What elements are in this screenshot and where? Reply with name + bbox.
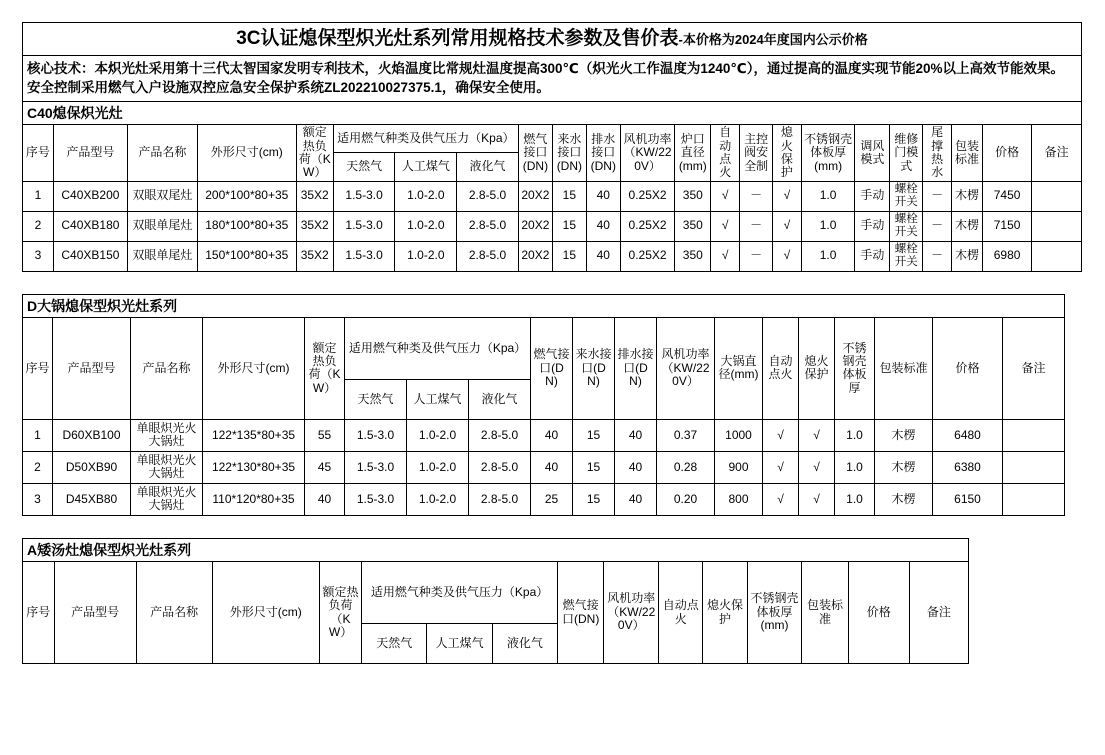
- cell-auto-ignite: √: [711, 211, 740, 241]
- d-th-auto-ignite: 自动点火: [763, 317, 799, 419]
- cell-dimension: 122*130*80+35: [203, 451, 305, 483]
- d-th-water-in: 来水接口(DN): [573, 317, 615, 419]
- cell-price: 7150: [982, 211, 1031, 241]
- c40-th-tail-water: 尾撑热水: [923, 125, 952, 182]
- cell-price: 6980: [982, 241, 1031, 271]
- cell-load: 35X2: [296, 211, 333, 241]
- cell-natural: 1.5-3.0: [333, 241, 395, 271]
- cell-seq: 3: [23, 483, 53, 515]
- d-th-gas-port: 燃气接口(DN): [531, 317, 573, 419]
- cell-model: C40XB180: [53, 211, 127, 241]
- cell-remark: [1032, 181, 1082, 211]
- a-th-packing: 包装标准: [802, 562, 848, 664]
- cell-seq: 3: [23, 241, 54, 271]
- cell-load: 45: [305, 451, 345, 483]
- c40-th-manmade: 人工煤气: [395, 153, 457, 181]
- a-th-gas-group: 适用燃气种类及供气压力（Kpa）: [362, 562, 558, 624]
- a-th-lpg: 液化气: [492, 624, 557, 664]
- cell-manmade: 1.0-2.0: [395, 211, 457, 241]
- cell-auto-ignite: √: [763, 451, 799, 483]
- cell-water-out: 40: [586, 211, 620, 241]
- cell-load: 35X2: [296, 241, 333, 271]
- c40-th-fan-power: 风机功率（KW/220V）: [620, 125, 675, 182]
- cell-pot-dia: 350: [675, 181, 711, 211]
- cell-tail-water: －: [923, 241, 952, 271]
- cell-water-in: 15: [573, 451, 615, 483]
- cell-steel-thick: 1.0: [801, 211, 855, 241]
- cell-gas-port: 20X2: [518, 241, 552, 271]
- cell-gas-port: 20X2: [518, 211, 552, 241]
- a-th-model: 产品型号: [54, 562, 136, 664]
- cell-remark: [1003, 483, 1065, 515]
- cell-packing: 木楞: [952, 241, 983, 271]
- a-th-natural: 天然气: [362, 624, 427, 664]
- a-section-label: A矮汤灶熄保型炽光灶系列: [23, 538, 969, 561]
- cell-gas-port: 40: [531, 451, 573, 483]
- document-title: 3C认证熄保型炽光灶系列常用规格技术参数及售价表: [236, 28, 679, 49]
- a-th-auto-ignite: 自动点火: [659, 562, 703, 664]
- a-th-remark: 备注: [909, 562, 968, 664]
- cell-manmade: 1.0-2.0: [395, 241, 457, 271]
- cell-pot-dia: 800: [715, 483, 763, 515]
- d-section-label: D大锅熄保型炽光灶系列: [23, 294, 1065, 317]
- cell-natural: 1.5-3.0: [345, 483, 407, 515]
- d-th-natural: 天然气: [345, 379, 407, 419]
- d-series-table: [22, 294, 1065, 516]
- document-subtitle: -本价格为2024年度国内公示价格: [678, 32, 868, 47]
- cell-water-out: 40: [615, 483, 657, 515]
- table-row: [23, 211, 1082, 241]
- cell-manmade: 1.0-2.0: [395, 181, 457, 211]
- price-list-document: [0, 22, 1105, 755]
- cell-auto-ignite: √: [763, 483, 799, 515]
- header-and-c40-table: [22, 22, 1082, 272]
- a-th-steel-thick: 不锈钢壳体板厚(mm): [747, 562, 802, 664]
- cell-fan-power: 0.37: [657, 419, 715, 451]
- cell-water-in: 15: [573, 419, 615, 451]
- cell-seq: 2: [23, 211, 54, 241]
- cell-wind-mode: 手动: [855, 181, 890, 211]
- cell-remark: [1003, 419, 1065, 451]
- cell-name: 双眼双尾灶: [127, 181, 197, 211]
- c40-th-name: 产品名称: [127, 125, 197, 182]
- cell-remark: [1003, 451, 1065, 483]
- cell-seq: 1: [23, 181, 54, 211]
- d-th-manmade: 人工煤气: [407, 379, 469, 419]
- d-th-dimension: 外形尺寸(cm): [203, 317, 305, 419]
- a-section-label-row: [23, 538, 969, 561]
- cell-manmade: 1.0-2.0: [407, 419, 469, 451]
- c40-th-seq: 序号: [23, 125, 54, 182]
- d-th-price: 价格: [933, 317, 1003, 419]
- cell-maint-door: 螺栓开关: [890, 211, 923, 241]
- d-th-lpg: 液化气: [469, 379, 531, 419]
- cell-natural: 1.5-3.0: [333, 181, 395, 211]
- cell-model: D50XB90: [53, 451, 131, 483]
- cell-price: 6480: [933, 419, 1003, 451]
- c40-th-water-in: 来水接口(DN): [552, 125, 586, 182]
- cell-tail-water: －: [923, 181, 952, 211]
- cell-fan-power: 0.25X2: [620, 241, 675, 271]
- cell-lpg: 2.8-5.0: [457, 181, 519, 211]
- cell-lpg: 2.8-5.0: [457, 211, 519, 241]
- a-th-load: 额定热负荷（KW）: [320, 562, 362, 664]
- c40-th-lpg: 液化气: [457, 153, 519, 181]
- cell-gas-port: 40: [531, 419, 573, 451]
- cell-natural: 1.5-3.0: [345, 451, 407, 483]
- cell-lpg: 2.8-5.0: [457, 241, 519, 271]
- cell-flameout: √: [799, 483, 835, 515]
- cell-main-valve: －: [740, 181, 773, 211]
- d-header-row-1: [23, 317, 1065, 379]
- cell-gas-port: 20X2: [518, 181, 552, 211]
- c40-header-row-1: [23, 125, 1082, 153]
- cell-load: 55: [305, 419, 345, 451]
- cell-price: 7450: [982, 181, 1031, 211]
- cell-flameout: √: [799, 419, 835, 451]
- c40-th-water-out: 排水接口(DN): [586, 125, 620, 182]
- cell-natural: 1.5-3.0: [345, 419, 407, 451]
- a-header-row-1: [23, 562, 969, 624]
- cell-packing: 木楞: [875, 483, 933, 515]
- cell-water-out: 40: [615, 419, 657, 451]
- cell-water-in: 15: [552, 241, 586, 271]
- document-title-row: [23, 23, 1082, 56]
- c40-th-flameout: 熄火保护: [773, 125, 802, 182]
- table-row: [23, 181, 1082, 211]
- cell-main-valve: －: [740, 241, 773, 271]
- cell-pot-dia: 1000: [715, 419, 763, 451]
- c40-th-gas-group: 适用燃气种类及供气压力（Kpa）: [333, 125, 518, 153]
- cell-manmade: 1.0-2.0: [407, 451, 469, 483]
- cell-pot-dia: 350: [675, 211, 711, 241]
- cell-lpg: 2.8-5.0: [469, 419, 531, 451]
- table-row: [23, 241, 1082, 271]
- core-technology-text: 核心技术：本炽光灶采用第十三代太智国家发明专利技术，火焰温度比常规灶温度提高300℃（炽光火工作温度为1240℃），通过提高的温度实现节能20%以上高效节能效果。安全控制采用燃气入户设施双控应急安全保护系统ZL202210027375.1，确保安全使用。: [23, 55, 1082, 101]
- cell-load: 35X2: [296, 181, 333, 211]
- cell-natural: 1.5-3.0: [333, 211, 395, 241]
- a-th-manmade: 人工煤气: [427, 624, 492, 664]
- c40-th-wind-mode: 调风模式: [855, 125, 890, 182]
- cell-wind-mode: 手动: [855, 211, 890, 241]
- cell-model: C40XB200: [53, 181, 127, 211]
- cell-fan-power: 0.25X2: [620, 211, 675, 241]
- c40-th-price: 价格: [982, 125, 1031, 182]
- cell-pot-dia: 900: [715, 451, 763, 483]
- c40-th-pot-dia: 炉口直径(mm): [675, 125, 711, 182]
- c40-th-gas-port: 燃气接口(DN): [518, 125, 552, 182]
- cell-steel-thick: 1.0: [801, 181, 855, 211]
- cell-dimension: 200*100*80+35: [197, 181, 296, 211]
- a-th-fan-power: 风机功率（KW/220V）: [604, 562, 659, 664]
- cell-packing: 木楞: [952, 181, 983, 211]
- cell-water-out: 40: [586, 241, 620, 271]
- c40-th-model: 产品型号: [53, 125, 127, 182]
- cell-remark: [1032, 241, 1082, 271]
- c40-th-remark: 备注: [1032, 125, 1082, 182]
- cell-flameout: √: [773, 211, 802, 241]
- cell-dimension: 110*120*80+35: [203, 483, 305, 515]
- a-th-seq: 序号: [23, 562, 55, 664]
- cell-dimension: 150*100*80+35: [197, 241, 296, 271]
- cell-steel-thick: 1.0: [801, 241, 855, 271]
- a-th-gas-port: 燃气接口(DN): [558, 562, 604, 664]
- cell-steel-thick: 1.0: [835, 451, 875, 483]
- table-row: [23, 419, 1065, 451]
- c40-th-steel-thick: 不锈钢壳体板厚(mm): [801, 125, 855, 182]
- c40-th-auto-ignite: 自动点火: [711, 125, 740, 182]
- cell-water-in: 15: [573, 483, 615, 515]
- d-section-label-row: [23, 294, 1065, 317]
- table-row: [23, 451, 1065, 483]
- cell-model: D45XB80: [53, 483, 131, 515]
- cell-auto-ignite: √: [763, 419, 799, 451]
- d-th-water-out: 排水接口(DN): [615, 317, 657, 419]
- cell-packing: 木楞: [875, 451, 933, 483]
- cell-remark: [1032, 211, 1082, 241]
- cell-manmade: 1.0-2.0: [407, 483, 469, 515]
- cell-packing: 木楞: [952, 211, 983, 241]
- cell-fan-power: 0.20: [657, 483, 715, 515]
- c40-th-natural: 天然气: [333, 153, 395, 181]
- cell-packing: 木楞: [875, 419, 933, 451]
- cell-name: 单眼炽光火大锅灶: [131, 451, 203, 483]
- d-th-pot-dia: 大锅直径(mm): [715, 317, 763, 419]
- cell-name: 双眼单尾灶: [127, 211, 197, 241]
- cell-lpg: 2.8-5.0: [469, 483, 531, 515]
- cell-gas-port: 25: [531, 483, 573, 515]
- cell-water-in: 15: [552, 181, 586, 211]
- c40-th-packing: 包装标准: [952, 125, 983, 182]
- cell-dimension: 180*100*80+35: [197, 211, 296, 241]
- c40-section-label-row: [23, 101, 1082, 124]
- cell-steel-thick: 1.0: [835, 483, 875, 515]
- c40-th-dimension: 外形尺寸(cm): [197, 125, 296, 182]
- cell-pot-dia: 350: [675, 241, 711, 271]
- cell-steel-thick: 1.0: [835, 419, 875, 451]
- cell-auto-ignite: √: [711, 181, 740, 211]
- d-th-fan-power: 风机功率（KW/220V）: [657, 317, 715, 419]
- cell-seq: 1: [23, 419, 53, 451]
- cell-dimension: 122*135*80+35: [203, 419, 305, 451]
- d-th-seq: 序号: [23, 317, 53, 419]
- cell-name: 双眼单尾灶: [127, 241, 197, 271]
- d-th-steel-thick: 不锈钢壳体板厚: [835, 317, 875, 419]
- cell-water-out: 40: [586, 181, 620, 211]
- a-th-flameout: 熄火保护: [703, 562, 747, 664]
- cell-price: 6150: [933, 483, 1003, 515]
- c40-th-main-valve: 主控阀安全制: [740, 125, 773, 182]
- c40-section-label: C40熄保炽光灶: [23, 101, 1082, 124]
- cell-tail-water: －: [923, 211, 952, 241]
- cell-water-in: 15: [552, 211, 586, 241]
- d-th-remark: 备注: [1003, 317, 1065, 419]
- cell-model: C40XB150: [53, 241, 127, 271]
- cell-wind-mode: 手动: [855, 241, 890, 271]
- a-th-dimension: 外形尺寸(cm): [212, 562, 319, 664]
- cell-main-valve: －: [740, 211, 773, 241]
- cell-auto-ignite: √: [711, 241, 740, 271]
- cell-name: 单眼炽光火大锅灶: [131, 483, 203, 515]
- cell-flameout: √: [773, 181, 802, 211]
- a-series-table: [22, 538, 969, 664]
- cell-maint-door: 螺栓开关: [890, 181, 923, 211]
- a-th-name: 产品名称: [136, 562, 212, 664]
- c40-th-maint-door: 维修门模式: [890, 125, 923, 182]
- a-th-price: 价格: [848, 562, 909, 664]
- cell-fan-power: 0.25X2: [620, 181, 675, 211]
- cell-flameout: √: [773, 241, 802, 271]
- d-th-gas-group: 适用燃气种类及供气压力（Kpa）: [345, 317, 531, 379]
- cell-fan-power: 0.28: [657, 451, 715, 483]
- d-th-name: 产品名称: [131, 317, 203, 419]
- cell-name: 单眼炽光火大锅灶: [131, 419, 203, 451]
- c40-th-load: 额定热负荷（KW）: [296, 125, 333, 182]
- cell-maint-door: 螺栓开关: [890, 241, 923, 271]
- d-th-model: 产品型号: [53, 317, 131, 419]
- cell-price: 6380: [933, 451, 1003, 483]
- cell-flameout: √: [799, 451, 835, 483]
- cell-water-out: 40: [615, 451, 657, 483]
- cell-seq: 2: [23, 451, 53, 483]
- core-technology-row: [23, 55, 1082, 101]
- cell-model: D60XB100: [53, 419, 131, 451]
- cell-load: 40: [305, 483, 345, 515]
- d-th-flameout: 熄火保护: [799, 317, 835, 419]
- d-th-load: 额定热负荷（KW）: [305, 317, 345, 419]
- d-th-packing: 包装标准: [875, 317, 933, 419]
- table-row: [23, 483, 1065, 515]
- cell-lpg: 2.8-5.0: [469, 451, 531, 483]
